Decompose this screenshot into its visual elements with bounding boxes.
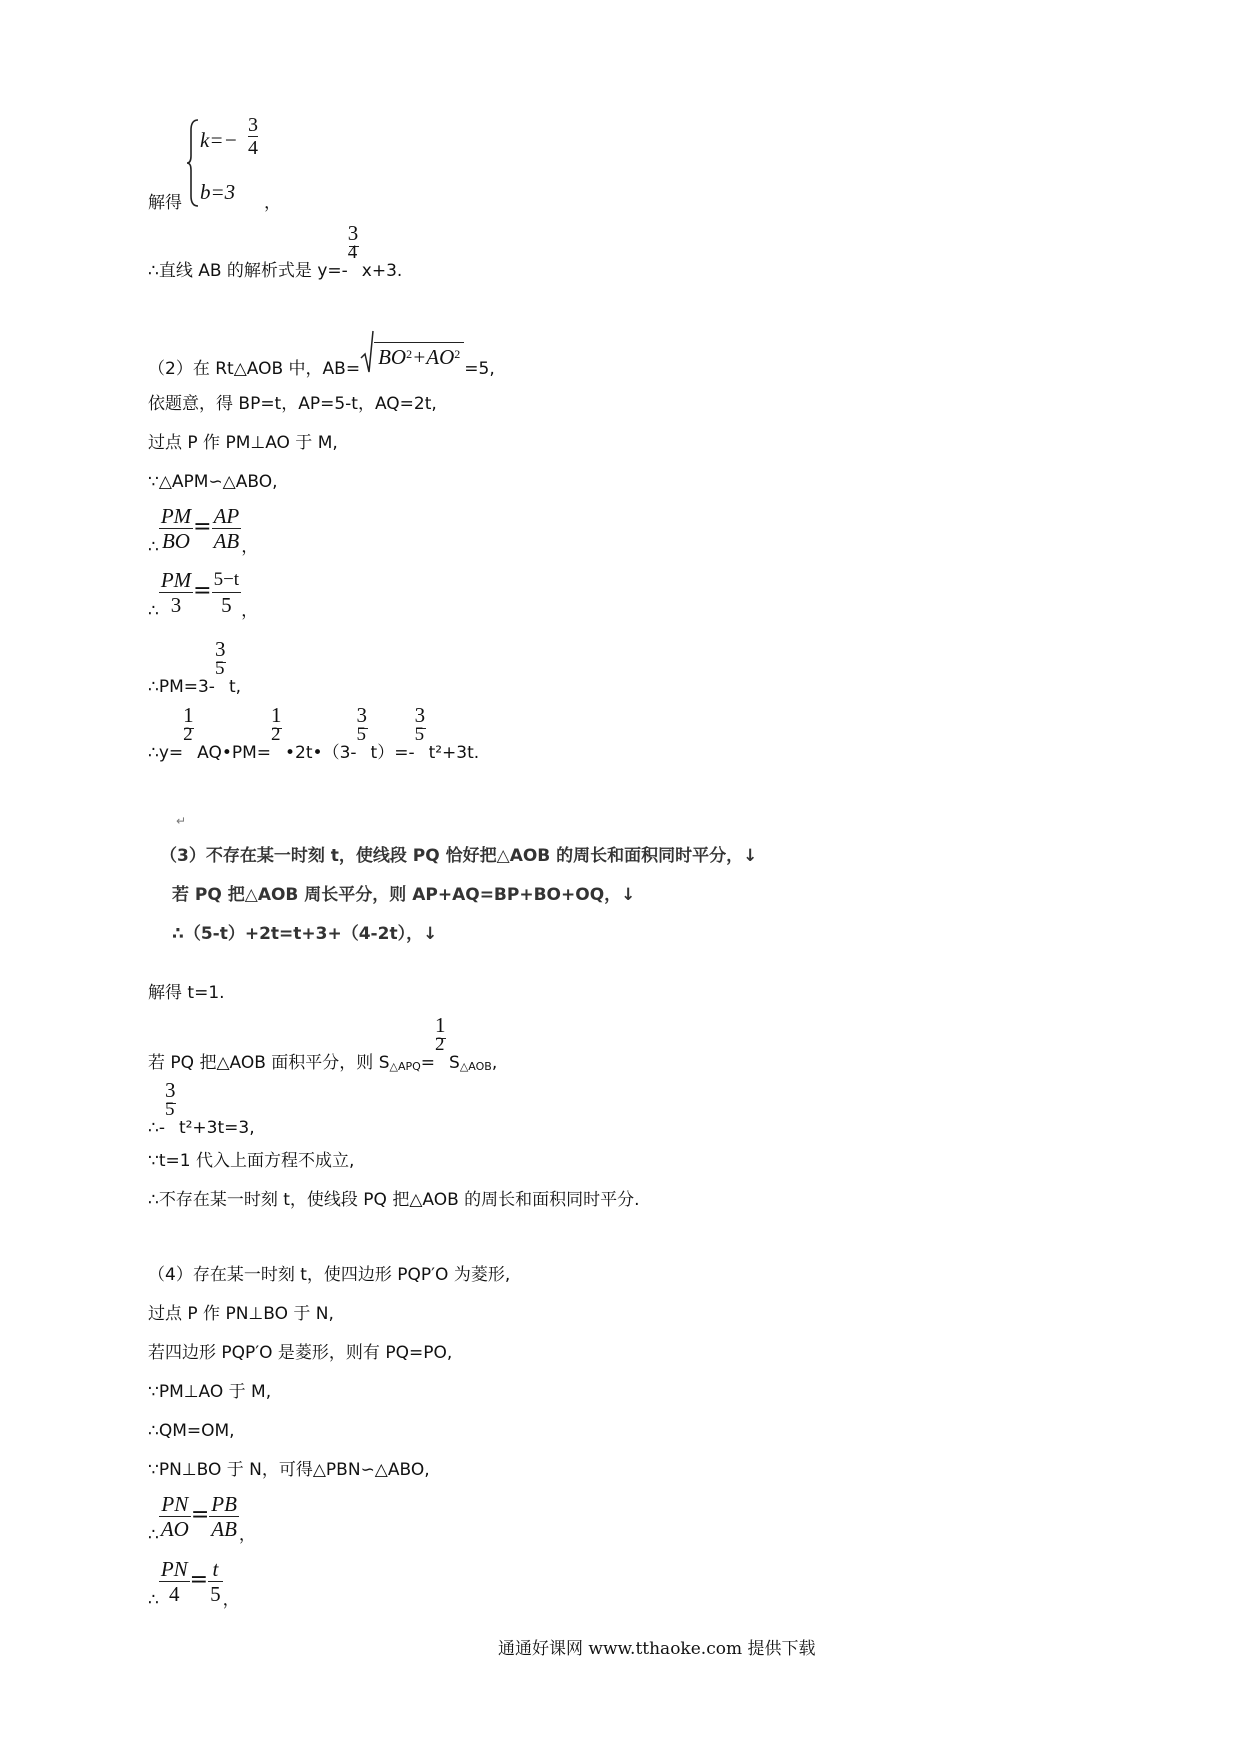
part3-statement: （3）不存在某一时刻 t，使线段 PQ 恰好把△AOB 的周长和面积同时平分，↓ <box>160 846 758 866</box>
perimeter-condition: 若 PQ 把△AOB 周长平分，则 AP+AQ=BP+BO+OQ，↓ <box>172 885 636 905</box>
system-equations <box>148 114 288 213</box>
radical-icon <box>360 330 374 374</box>
perimeter-equation: ∴（5-t）+2t=t+3+（4-2t），↓ <box>172 924 438 944</box>
area-equation: ∴- $\frac{3}{5}$ t²+3t=3, <box>148 1078 255 1138</box>
line-pm-perp-ao: ∵PM⊥AO 于 M, <box>148 1382 272 1402</box>
part2-ab-length: （2）在 Rt△AOB 中，AB= $BO^2+AO^2=5$, <box>148 352 495 380</box>
line-similar-apm: ∵△APM∽△ABO, <box>148 472 278 492</box>
line-similar-pbn: ∵PN⊥BO 于 N，可得△PBN∽△ABO, <box>148 1460 430 1480</box>
line-qm-om: ∴QM=OM, <box>148 1421 235 1441</box>
fraction-1-2: $\frac{1}{2}$ <box>435 1013 446 1055</box>
eq-k-fraction: 3 4 <box>248 114 258 159</box>
sqrt-expression: $BO^2+AO^2$ <box>360 352 464 380</box>
line-ratio-pm-3: ∴ $\frac{PM}{3}$ = $\frac{5-t}{5}$ ， <box>148 568 259 621</box>
line-ratio-pn-ao: ∴ $\frac{PN}{AO}$ = $\frac{PB}{AB}$ ， <box>148 1492 256 1545</box>
paragraph-mark: ↵ <box>176 814 187 828</box>
line-y-expression: ∴y= $\frac{1}{2}$ AQ•PM= $\frac{1}{2}$ •2t•（3- $\frac{3}{5}$ t）=- $\frac{3}{5}$ t²+3t. <box>148 703 480 763</box>
part3-conclusion: ∴不存在某一时刻 t，使线段 PQ 把△AOB 的周长和面积同时平分. <box>148 1190 640 1210</box>
line-perpendicular-pm: 过点 P 作 PM⊥AO 于 M, <box>148 433 338 453</box>
solve-suffix: ， <box>264 193 281 213</box>
rhombus-condition: 若四边形 PQP′O 是菱形，则有 PQ=PO, <box>148 1343 453 1363</box>
line-by-condition: 依题意，得 BP=t，AP=5-t，AQ=2t, <box>148 394 437 414</box>
eq-k: k=− <box>200 128 238 152</box>
page-footer: 通通好课网 www.tthaoke.com 提供下载 <box>498 1639 816 1659</box>
solve-prefix: 解得 <box>148 193 182 213</box>
fraction-3-5: $\frac{3}{5}$ <box>356 703 368 745</box>
fraction-3-4: $\frac{3}{4}$ <box>347 221 359 263</box>
brace-icon <box>186 118 200 208</box>
line-ratio-pm-bo: ∴ $\frac{PM}{BO}$ = $\frac{AP}{AB}$ ， <box>148 504 259 557</box>
area-condition: 若 PQ 把△AOB 面积平分，则 S△APQ= $\frac{1}{2}$ S△AOB, <box>148 1013 498 1073</box>
t1-not-valid: ∵t=1 代入上面方程不成立, <box>148 1151 355 1171</box>
fraction-1-2: $\frac{1}{2}$ <box>271 703 282 745</box>
line-pm-value: ∴PM=3- $\frac{3}{5}$ t, <box>148 637 242 697</box>
line-perpendicular-pn: 过点 P 作 PN⊥BO 于 N, <box>148 1304 334 1324</box>
fraction-1-2: $\frac{1}{2}$ <box>183 703 194 745</box>
line-ratio-pn-4: ∴ $\frac{PN}{4}$ = $\frac{t}{5}$ ， <box>148 1557 240 1610</box>
fraction-3-5: $\frac{3}{5}$ <box>214 637 226 679</box>
eq-b: b=3 <box>200 180 236 204</box>
line-ab-equation: ∴直线 AB 的解析式是 y=- $\frac{3}{4}$ x+3. <box>148 221 403 281</box>
part4-statement: （4）存在某一时刻 t，使四边形 PQP′O 为菱形, <box>148 1265 511 1285</box>
fraction-3-5: $\frac{3}{5}$ <box>164 1078 176 1120</box>
solve-t-1: 解得 t=1. <box>148 983 225 1003</box>
fraction-3-5: $\frac{3}{5}$ <box>414 703 426 745</box>
